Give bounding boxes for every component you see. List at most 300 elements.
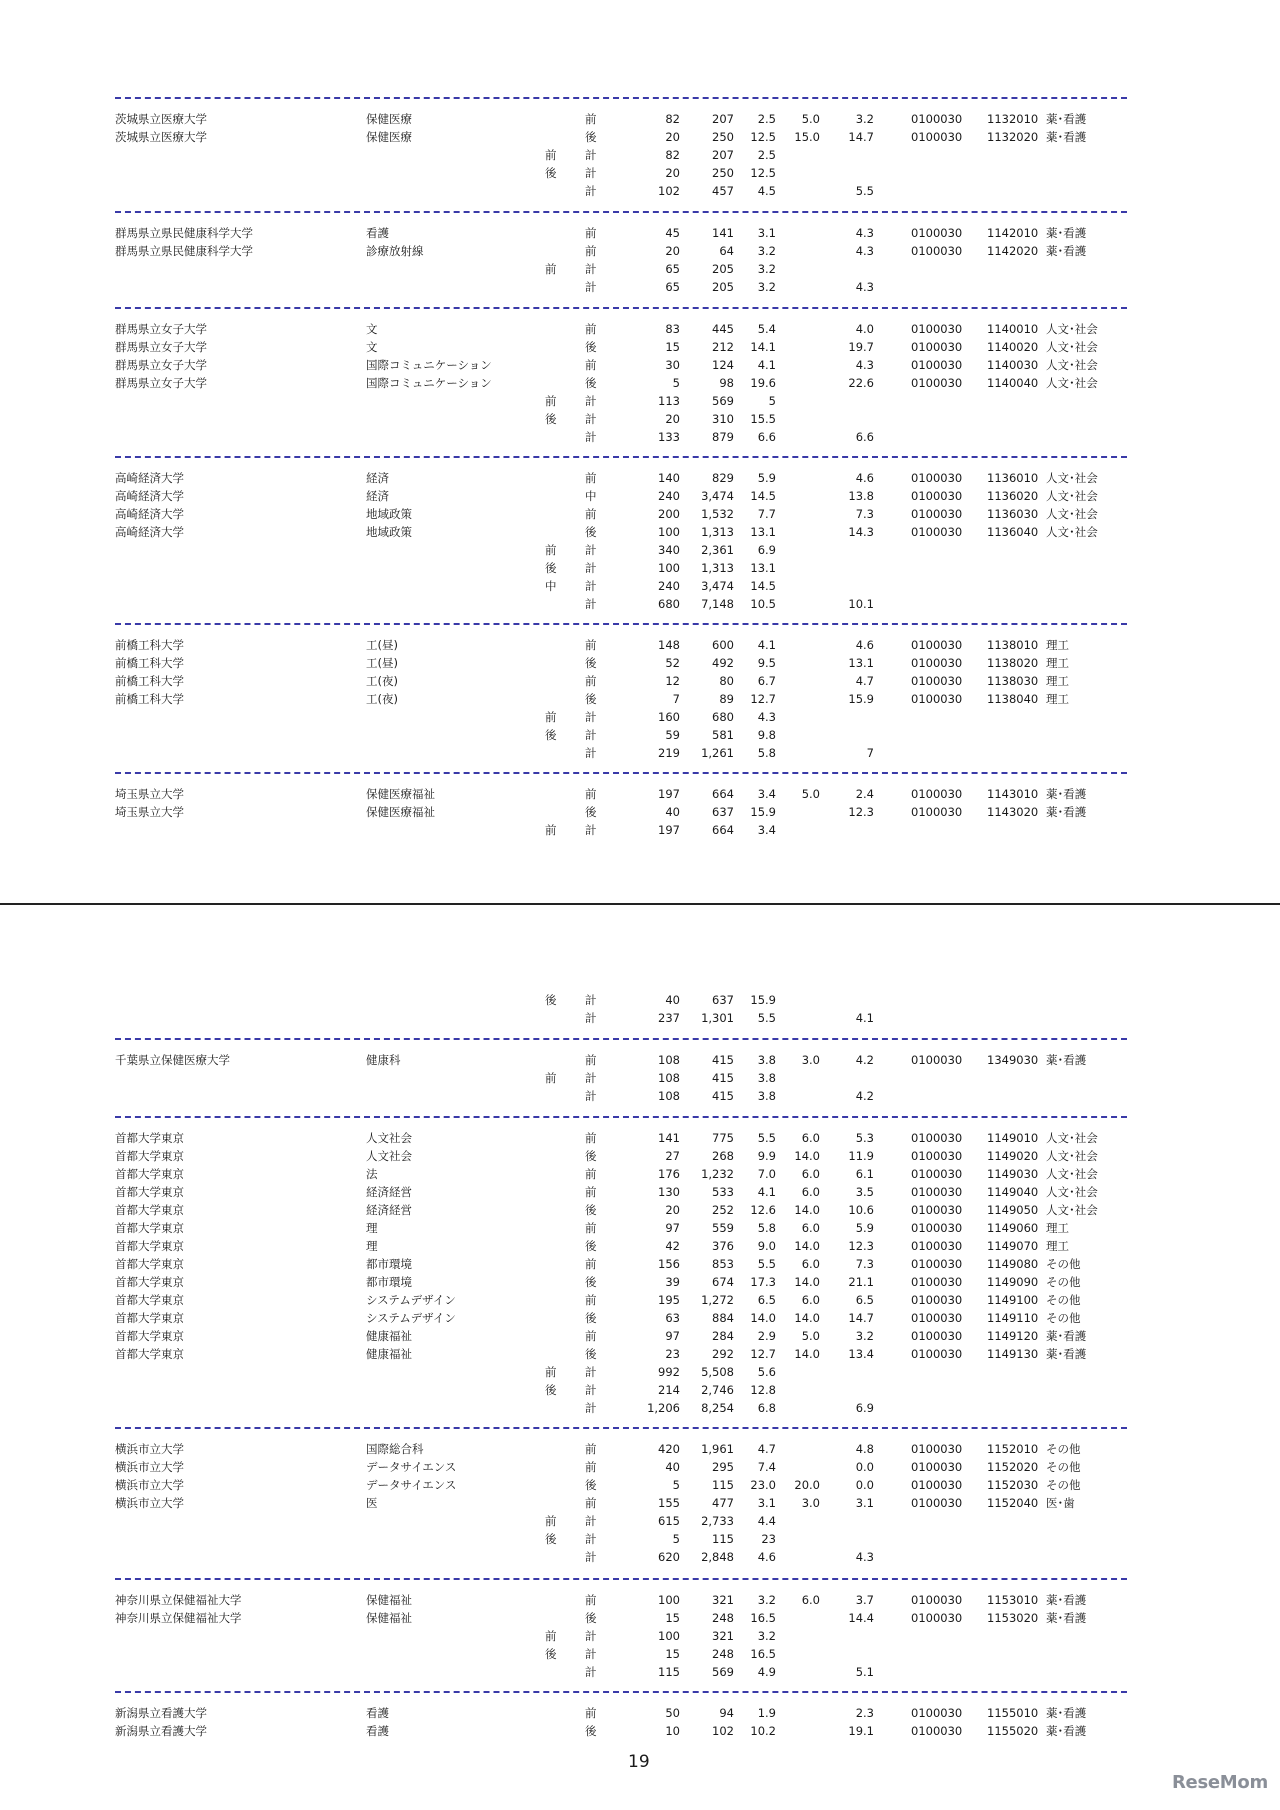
cell-cat: 理工 <box>1046 656 1069 670</box>
table-row <box>0 672 1280 690</box>
cell-rat: 5 <box>768 394 776 408</box>
cell-p2: 後 <box>585 1724 597 1738</box>
cell-code1: 0100030 <box>911 471 963 485</box>
cell-code2: 1149040 <box>987 1185 1039 1199</box>
cell-univ: 群馬県立県民健康科学大学 <box>115 226 253 240</box>
table-row <box>0 1363 1280 1381</box>
cell-e2: 13.1 <box>848 656 874 670</box>
cell-univ: 新潟県立看護大学 <box>115 1724 207 1738</box>
cell-code1: 0100030 <box>911 674 963 688</box>
cell-app: 829 <box>712 471 734 485</box>
cell-cap: 23 <box>665 1347 680 1361</box>
cell-e2: 14.4 <box>848 1611 874 1625</box>
cell-e2: 15.9 <box>848 692 874 706</box>
cell-p2: 前 <box>585 1221 597 1235</box>
cell-p2: 計 <box>585 710 597 724</box>
cell-cat: 人文･社会 <box>1046 1203 1098 1217</box>
cell-p2: 計 <box>585 1532 597 1546</box>
table-row <box>0 1645 1280 1663</box>
cell-code2: 1152020 <box>987 1460 1039 1474</box>
cell-univ: 新潟県立看護大学 <box>115 1706 207 1720</box>
cell-rat: 4.4 <box>757 1514 776 1528</box>
cell-p1: 後 <box>545 1532 557 1546</box>
cell-p2: 計 <box>585 1514 597 1528</box>
cell-p2: 後 <box>585 1239 597 1253</box>
cell-cat: 薬･看護 <box>1046 112 1087 126</box>
cell-e2: 4.6 <box>855 638 874 652</box>
cell-rat: 15.5 <box>750 412 776 426</box>
cell-p1: 後 <box>545 561 557 575</box>
cell-rat: 3.2 <box>757 244 776 258</box>
cell-e2: 4.7 <box>855 674 874 688</box>
cell-p1: 中 <box>545 579 557 593</box>
cell-code2: 1155020 <box>987 1724 1039 1738</box>
cell-app: 248 <box>712 1647 734 1661</box>
cell-rat: 9.0 <box>757 1239 776 1253</box>
cell-code1: 0100030 <box>911 376 963 390</box>
cell-cap: 113 <box>658 394 680 408</box>
cell-e1: 14.0 <box>794 1275 820 1289</box>
cell-p2: 後 <box>585 376 597 390</box>
table-row <box>0 164 1280 182</box>
cell-cap: 82 <box>665 112 680 126</box>
cell-rat: 12.6 <box>750 1203 776 1217</box>
cell-app: 284 <box>712 1329 734 1343</box>
cell-p2: 計 <box>585 823 597 837</box>
table-row <box>0 1069 1280 1087</box>
cell-p1: 前 <box>545 262 557 276</box>
cell-rat: 4.5 <box>757 184 776 198</box>
cell-univ: 神奈川県立保健福祉大学 <box>115 1611 242 1625</box>
cell-p1: 後 <box>545 1383 557 1397</box>
table-row <box>0 469 1280 487</box>
cell-cap: 108 <box>658 1053 680 1067</box>
cell-fac: 工(夜) <box>366 674 398 688</box>
cell-app: 212 <box>712 340 734 354</box>
cell-fac: 工(夜) <box>366 692 398 706</box>
cell-code2: 1149010 <box>987 1131 1039 1145</box>
cell-rat: 4.1 <box>757 1185 776 1199</box>
cell-app: 1,532 <box>701 507 734 521</box>
table-row <box>0 744 1280 762</box>
cell-e2: 0.0 <box>855 1478 874 1492</box>
cell-rat: 4.3 <box>757 710 776 724</box>
cell-rat: 19.6 <box>750 376 776 390</box>
cell-cat: 人文･社会 <box>1046 376 1098 390</box>
cell-rat: 12.5 <box>750 166 776 180</box>
cell-cap: 100 <box>658 1629 680 1643</box>
cell-app: 581 <box>712 728 734 742</box>
cell-univ: 群馬県立女子大学 <box>115 376 207 390</box>
cell-fac: 国際総合科 <box>366 1442 424 1456</box>
cell-e2: 13.8 <box>848 489 874 503</box>
cell-fac: 工(昼) <box>366 656 398 670</box>
cell-e1: 14.0 <box>794 1149 820 1163</box>
cell-e2: 0.0 <box>855 1460 874 1474</box>
cell-code1: 0100030 <box>911 1203 963 1217</box>
cell-p2: 後 <box>585 1149 597 1163</box>
cell-fac: システムデザイン <box>366 1293 456 1307</box>
cell-e1: 6.0 <box>801 1293 820 1307</box>
cell-app: 2,361 <box>701 543 734 557</box>
cell-code1: 0100030 <box>911 1131 963 1145</box>
cell-univ: 千葉県立保健医療大学 <box>115 1053 230 1067</box>
cell-fac: 文 <box>366 322 378 336</box>
cell-cap: 680 <box>658 597 680 611</box>
cell-rat: 9.9 <box>757 1149 776 1163</box>
cell-cat: 薬･看護 <box>1046 1593 1087 1607</box>
cell-univ: 首都大学東京 <box>115 1203 184 1217</box>
cell-cat: その他 <box>1046 1257 1081 1271</box>
cell-cap: 50 <box>665 1706 680 1720</box>
cell-univ: 首都大学東京 <box>115 1293 184 1307</box>
cell-p2: 前 <box>585 787 597 801</box>
table-row <box>0 1327 1280 1345</box>
cell-code2: 1138010 <box>987 638 1039 652</box>
cell-code2: 1149030 <box>987 1167 1039 1181</box>
dashed-separator <box>115 772 1127 774</box>
cell-p2: 計 <box>585 543 597 557</box>
cell-cap: 5 <box>672 1532 680 1546</box>
dashed-separator <box>115 97 1127 99</box>
cell-p2: 前 <box>585 322 597 336</box>
cell-cat: 理工 <box>1046 692 1069 706</box>
cell-fac: 都市環境 <box>366 1257 412 1271</box>
cell-cat: 人文･社会 <box>1046 1185 1098 1199</box>
cell-fac: 人文社会 <box>366 1131 412 1145</box>
cell-code2: 1149020 <box>987 1149 1039 1163</box>
cell-cap: 160 <box>658 710 680 724</box>
cell-cap: 214 <box>658 1383 680 1397</box>
cell-p2: 前 <box>585 1460 597 1474</box>
cell-e2: 2.3 <box>855 1706 874 1720</box>
cell-cat: 薬･看護 <box>1046 1329 1087 1343</box>
cell-code1: 0100030 <box>911 638 963 652</box>
cell-cat: 医･歯 <box>1046 1496 1075 1510</box>
cell-univ: 前橋工科大学 <box>115 638 184 652</box>
cell-p2: 後 <box>585 1347 597 1361</box>
table-row <box>0 726 1280 744</box>
cell-univ: 埼玉県立大学 <box>115 805 184 819</box>
cell-app: 533 <box>712 1185 734 1199</box>
cell-code1: 0100030 <box>911 130 963 144</box>
cell-app: 415 <box>712 1071 734 1085</box>
cell-e2: 4.6 <box>855 471 874 485</box>
cell-cap: 45 <box>665 226 680 240</box>
cell-fac: 地域政策 <box>366 525 412 539</box>
cell-fac: 医 <box>366 1496 378 1510</box>
cell-rat: 5.5 <box>757 1257 776 1271</box>
cell-fac: 理 <box>366 1239 378 1253</box>
cell-e1: 6.0 <box>801 1167 820 1181</box>
table-row <box>0 1009 1280 1027</box>
cell-code2: 1136020 <box>987 489 1039 503</box>
cell-cap: 100 <box>658 1593 680 1607</box>
cell-rat: 12.5 <box>750 130 776 144</box>
table-row <box>0 1345 1280 1363</box>
cell-univ: 茨城県立医療大学 <box>115 130 207 144</box>
cell-cat: 人文･社会 <box>1046 489 1098 503</box>
cell-cat: 薬･看護 <box>1046 244 1087 258</box>
cell-cap: 197 <box>658 787 680 801</box>
cell-app: 637 <box>712 805 734 819</box>
cell-univ: 首都大学東京 <box>115 1257 184 1271</box>
cell-rat: 3.8 <box>757 1053 776 1067</box>
cell-p2: 計 <box>585 1089 597 1103</box>
cell-rat: 7.4 <box>757 1460 776 1474</box>
table-row <box>0 1291 1280 1309</box>
cell-rat: 16.5 <box>750 1611 776 1625</box>
cell-fac: 看護 <box>366 1706 389 1720</box>
cell-app: 102 <box>712 1724 734 1738</box>
cell-univ: 首都大学東京 <box>115 1275 184 1289</box>
cell-rat: 15.9 <box>750 805 776 819</box>
cell-e1: 3.0 <box>801 1053 820 1067</box>
cell-e2: 5.1 <box>855 1665 874 1679</box>
dashed-separator <box>115 1038 1127 1040</box>
cell-code2: 1138020 <box>987 656 1039 670</box>
dashed-separator <box>115 456 1127 458</box>
cell-p2: 後 <box>585 1611 597 1625</box>
cell-cat: その他 <box>1046 1478 1081 1492</box>
cell-app: 457 <box>712 184 734 198</box>
cell-rat: 10.5 <box>750 597 776 611</box>
table-row <box>0 636 1280 654</box>
cell-cap: 340 <box>658 543 680 557</box>
cell-rat: 6.7 <box>757 674 776 688</box>
cell-app: 376 <box>712 1239 734 1253</box>
cell-e2: 3.5 <box>855 1185 874 1199</box>
cell-e1: 6.0 <box>801 1221 820 1235</box>
table-row <box>0 803 1280 821</box>
cell-cap: 420 <box>658 1442 680 1456</box>
cell-p1: 前 <box>545 1514 557 1528</box>
cell-rat: 5.9 <box>757 471 776 485</box>
cell-p2: 前 <box>585 1053 597 1067</box>
cell-rat: 3.1 <box>757 1496 776 1510</box>
cell-cat: 薬･看護 <box>1046 226 1087 240</box>
cell-e1: 15.0 <box>794 130 820 144</box>
cell-fac: 工(昼) <box>366 638 398 652</box>
table-row <box>0 1273 1280 1291</box>
cell-code2: 1142020 <box>987 244 1039 258</box>
table-row <box>0 320 1280 338</box>
cell-app: 879 <box>712 430 734 444</box>
cell-code1: 0100030 <box>911 1724 963 1738</box>
table-row <box>0 356 1280 374</box>
cell-app: 569 <box>712 1665 734 1679</box>
cell-cap: 130 <box>658 1185 680 1199</box>
dashed-separator <box>115 307 1127 309</box>
table-row <box>0 1219 1280 1237</box>
cell-e2: 2.4 <box>855 787 874 801</box>
cell-p2: 中 <box>585 489 597 503</box>
cell-rat: 3.4 <box>757 823 776 837</box>
cell-p2: 前 <box>585 507 597 521</box>
table-row <box>0 577 1280 595</box>
cell-p2: 後 <box>585 340 597 354</box>
cell-cap: 20 <box>665 130 680 144</box>
cell-p2: 前 <box>585 1593 597 1607</box>
cell-e2: 4.3 <box>855 358 874 372</box>
cell-code1: 0100030 <box>911 1149 963 1163</box>
cell-app: 853 <box>712 1257 734 1271</box>
cell-univ: 首都大学東京 <box>115 1329 184 1343</box>
cell-rat: 5.4 <box>757 322 776 336</box>
cell-univ: 群馬県立女子大学 <box>115 340 207 354</box>
table-row <box>0 487 1280 505</box>
cell-e2: 10.6 <box>848 1203 874 1217</box>
cell-code2: 1349030 <box>987 1053 1039 1067</box>
cell-app: 492 <box>712 656 734 670</box>
cell-code1: 0100030 <box>911 787 963 801</box>
cell-p2: 後 <box>585 1311 597 1325</box>
cell-univ: 首都大学東京 <box>115 1311 184 1325</box>
cell-app: 1,301 <box>701 1011 734 1025</box>
cell-fac: 保健医療 <box>366 112 412 126</box>
cell-rat: 7.7 <box>757 507 776 521</box>
table-row <box>0 821 1280 839</box>
cell-fac: 経済経営 <box>366 1203 412 1217</box>
cell-fac: 地域政策 <box>366 507 412 521</box>
cell-p2: 計 <box>585 746 597 760</box>
cell-e2: 3.7 <box>855 1593 874 1607</box>
cell-e1: 14.0 <box>794 1347 820 1361</box>
cell-code1: 0100030 <box>911 226 963 240</box>
cell-rat: 13.1 <box>750 561 776 575</box>
cell-app: 64 <box>719 244 734 258</box>
cell-app: 1,313 <box>701 561 734 575</box>
cell-fac: 経済 <box>366 489 389 503</box>
cell-rat: 10.2 <box>750 1724 776 1738</box>
dashed-separator <box>115 1691 1127 1693</box>
table-row <box>0 260 1280 278</box>
cell-cap: 42 <box>665 1239 680 1253</box>
table-row <box>0 505 1280 523</box>
cell-code1: 0100030 <box>911 1311 963 1325</box>
cell-code1: 0100030 <box>911 507 963 521</box>
cell-fac: 経済 <box>366 471 389 485</box>
cell-univ: 茨城県立医療大学 <box>115 112 207 126</box>
cell-code1: 0100030 <box>911 1442 963 1456</box>
cell-e2: 5.3 <box>855 1131 874 1145</box>
cell-rat: 5.8 <box>757 1221 776 1235</box>
cell-app: 250 <box>712 130 734 144</box>
cell-cap: 133 <box>658 430 680 444</box>
cell-app: 7,148 <box>701 597 734 611</box>
cell-e1: 6.0 <box>801 1185 820 1199</box>
table-row <box>0 1591 1280 1609</box>
cell-rat: 5.6 <box>757 1365 776 1379</box>
cell-app: 2,733 <box>701 1514 734 1528</box>
cell-rat: 5.8 <box>757 746 776 760</box>
cell-cap: 140 <box>658 471 680 485</box>
cell-e2: 19.1 <box>848 1724 874 1738</box>
cell-univ: 横浜市立大学 <box>115 1496 184 1510</box>
cell-p1: 前 <box>545 543 557 557</box>
page-number: 19 <box>628 1752 650 1772</box>
cell-app: 98 <box>719 376 734 390</box>
cell-univ: 神奈川県立保健福祉大学 <box>115 1593 242 1607</box>
cell-rat: 4.7 <box>757 1442 776 1456</box>
table-row <box>0 338 1280 356</box>
cell-cap: 5 <box>672 376 680 390</box>
cell-rat: 12.8 <box>750 1383 776 1397</box>
table-row <box>0 1548 1280 1566</box>
table-row <box>0 392 1280 410</box>
table-row <box>0 1381 1280 1399</box>
table-row <box>0 690 1280 708</box>
cell-code1: 0100030 <box>911 1347 963 1361</box>
cell-p2: 計 <box>585 1629 597 1643</box>
table-row <box>0 1309 1280 1327</box>
cell-code2: 1149050 <box>987 1203 1039 1217</box>
cell-cap: 102 <box>658 184 680 198</box>
cell-fac: 国際コミュニケーション <box>366 358 492 372</box>
cell-e2: 6.1 <box>855 1167 874 1181</box>
cell-code1: 0100030 <box>911 656 963 670</box>
cell-p2: 前 <box>585 1293 597 1307</box>
cell-cat: 人文･社会 <box>1046 340 1098 354</box>
cell-e2: 21.1 <box>848 1275 874 1289</box>
cell-code2: 1140020 <box>987 340 1039 354</box>
cell-e2: 14.7 <box>848 130 874 144</box>
cell-rat: 17.3 <box>750 1275 776 1289</box>
cell-fac: データサイエンス <box>366 1460 457 1474</box>
cell-app: 292 <box>712 1347 734 1361</box>
dashed-separator <box>115 1578 1127 1580</box>
cell-univ: 横浜市立大学 <box>115 1478 184 1492</box>
table-row <box>0 428 1280 446</box>
table-row <box>0 224 1280 242</box>
table-row <box>0 1512 1280 1530</box>
cell-e1: 5.0 <box>801 787 820 801</box>
cell-rat: 12.7 <box>750 692 776 706</box>
cell-p2: 前 <box>585 471 597 485</box>
cell-cap: 59 <box>665 728 680 742</box>
cell-code1: 0100030 <box>911 805 963 819</box>
cell-rat: 6.8 <box>757 1401 776 1415</box>
table-row <box>0 1627 1280 1645</box>
cell-cap: 240 <box>658 579 680 593</box>
cell-app: 321 <box>712 1629 734 1643</box>
cell-code1: 0100030 <box>911 244 963 258</box>
cell-rat: 15.9 <box>750 993 776 1007</box>
cell-rat: 3.2 <box>757 280 776 294</box>
cell-rat: 3.4 <box>757 787 776 801</box>
cell-code1: 0100030 <box>911 1496 963 1510</box>
cell-cap: 197 <box>658 823 680 837</box>
cell-cap: 7 <box>672 692 680 706</box>
cell-fac: 看護 <box>366 226 389 240</box>
cell-rat: 13.1 <box>750 525 776 539</box>
resemom-logo: ReseMom <box>1172 1772 1268 1793</box>
table-row <box>0 1183 1280 1201</box>
table-row <box>0 785 1280 803</box>
cell-e2: 11.9 <box>848 1149 874 1163</box>
cell-code1: 0100030 <box>911 692 963 706</box>
cell-cap: 108 <box>658 1089 680 1103</box>
cell-cap: 20 <box>665 412 680 426</box>
cell-app: 415 <box>712 1053 734 1067</box>
cell-cat: 薬･看護 <box>1046 1706 1087 1720</box>
cell-p2: 計 <box>585 394 597 408</box>
cell-fac: 保健医療 <box>366 130 412 144</box>
cell-code2: 1152010 <box>987 1442 1039 1456</box>
cell-code2: 1138040 <box>987 692 1039 706</box>
cell-cap: 52 <box>665 656 680 670</box>
cell-p2: 計 <box>585 280 597 294</box>
